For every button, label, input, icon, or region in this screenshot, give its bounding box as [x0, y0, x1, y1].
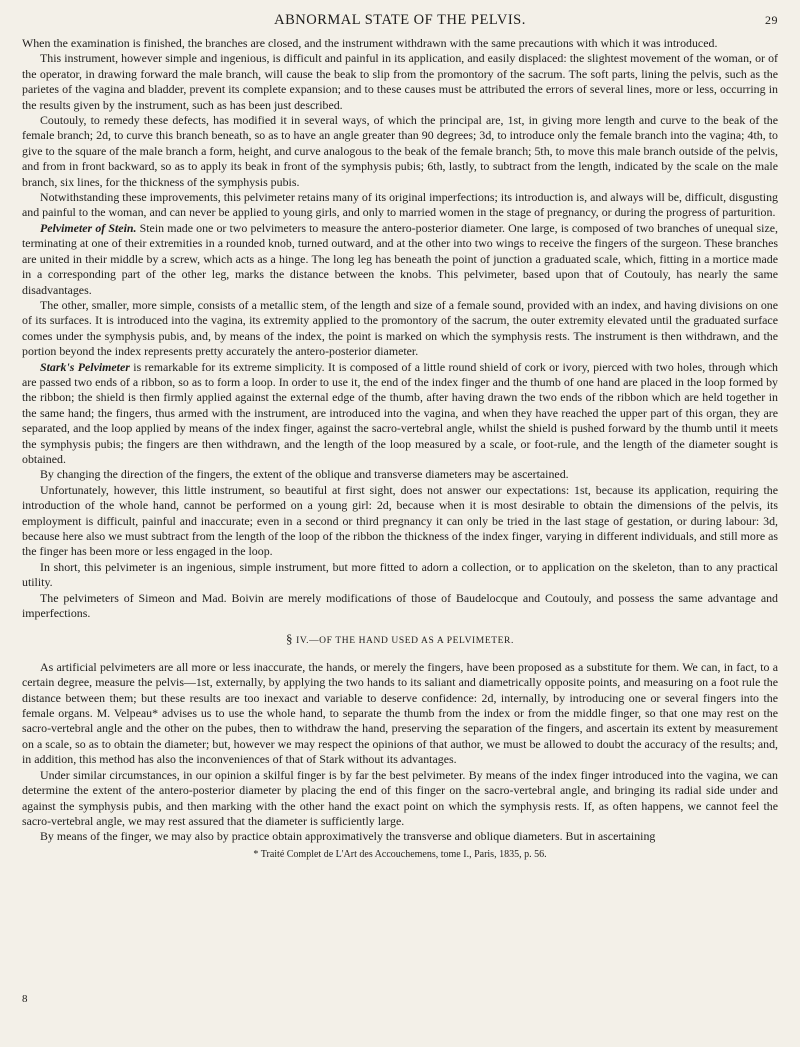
- section-heading-text: IV.—OF THE HAND USED AS A PELVIMETER.: [296, 636, 514, 647]
- paragraph: Under similar circumstances, in our opinion a skilful finger is by far the best pelvimeter. By means of the index finger introduced into the vagina, we can determine the extent of the antero-posterior diameter by placing the end of this finger on the sacro-vertebral angle, and bringing its radial side under and against the symphysis pubis, and then marking with the other hand the exact point on which the symphysis rests. If, as often happens, we cannot feel the sacro-vertebral angle, we may rest assured that the diameter is sufficiently large.: [22, 767, 778, 828]
- paragraph: Coutouly, to remedy these defects, has modified it in several ways, of which the principal are, 1st, in giving more length and curve to the beak of the female branch; 2d, to curve this branch beneath, so as to have an angle greater than 90 degrees; 3d, to introduce only the female branch into the vagina; 4th, to give to the square of the male branch a form, height, and curve analogous to the beak of the female branch; 5th, to move this male branch outside of the pelvis, and from in front backward, so as to apply its beak in front of the symphysis pubis; 6th, lastly, to subtract from the length, indicated by the scale on the male branch, six lines, for the thickness of the symphysis pubis.: [22, 113, 778, 189]
- paragraph: By changing the direction of the fingers, the extent of the oblique and transverse diameters may be ascertained.: [40, 467, 569, 482]
- paragraph: The other, smaller, more simple, consists of a metallic stem, of the length and size of a female sound, provided with an index, and having divisions on one of its surfaces. It is introduced into the vagina, its extremity applied to the promontory of the sacrum, the outer extremity elevated until the graduated surface comes under the symphysis pubis, and, by means of the index, the point is marked on which the symphysis rests. The instrument is then withdrawn, and the portion beyond the index represents pretty accurately the antero-posterior diameter.: [22, 297, 778, 359]
- running-head-title: ABNORMAL STATE OF THE PELVIS.: [274, 12, 526, 28]
- stark-paragraph: [22, 360, 778, 468]
- stark-title: Stark's Pelvimeter: [40, 359, 130, 374]
- paragraph: Notwithstanding these improvements, this pelvimeter retains many of its original imperfections; its introduction is, and always will be, difficult, disgusting and painful to the woman, and can never be applied to young girls, and only to married women in the stage of pregnancy, or during the progress of parturition.: [22, 190, 778, 220]
- paragraph: In short, this pelvimeter is an ingenious, simple instrument, but more fitted to adorn a collection, or to application on the skeleton, than to any practical utility.: [22, 559, 778, 590]
- stein-paragraph: [22, 221, 778, 298]
- section-sign: §: [286, 631, 294, 647]
- paragraph: When the examination is finished, the branches are closed, and the instrument withdrawn with the same precautions with which it was introduced.: [22, 36, 718, 50]
- paragraph: As artificial pelvimeters are all more or less inaccurate, the hands, or merely the fingers, have been proposed as a substitute for them. We can, in fact, to a certain degree, measure the pelvis—1st, externally, by applying the two hands to its saliant and diametrically opposite points, and measuring on a foot rule the distance between them; but these results are too inexact and variable to deserve confidence: 2d, internally, by introducing one or several fingers into the female organs. M. Velpeau* advises us to use the whole hand, to separate the thumb from the index or from the middle finger, so that one may rest on the sacro-vertebral angle and the other on the pubes, then to withdraw the hand, preserving the separation of the fingers, and ascertain its extent by measurement on a scale, so as to obtain the diameter; but, however we may respect the opinions of that author, we must be allowed to doubt the accuracy of the results; and, in addition, this method has also the inconveniences of that of Stark without its advantages.: [22, 659, 778, 767]
- stark-text: is remarkable for its extreme simplicity. It is composed of a little round shield of cork or ivory, pierced with two holes, through which are passed two ends of a ribbon, so as to form a loop. In order to use it, the end of the index finger and the thumb of one hand are placed in the loop formed by the ribbon; the shield is then firmly applied against the external edge of the thumb, after having drawn the two ends of the ribbon which are held together in the same hand; the fingers, thus armed with the instrument, are introduced into the vagina, and when they have reached the upper part of this organ, they are separated, and the loop applied by means of the index finger, against the sacro-vertebral angle, whilst the shield is pushed forward by the thumb until it meets the symphysis pubis; the fingers are then withdrawn, and the length of the loop measured by a scale, or foot-rule, and the length of the diameter sought is obtained.: [22, 359, 778, 466]
- paragraph: This instrument, however simple and ingenious, is difficult and painful in its application, and easily displaced: the slightest movement of the woman, or of the operator, in drawing forward the male branch, will cause the beak to slip from the promontory of the sacrum. The soft parts, lining the pelvis, such as the parietes of the vagina and bladder, prevent its complete expansion; and to these causes must be attributed the errors of several lines, more or less, occurring in the results given by the instrument, such as has been just described.: [22, 51, 778, 112]
- section-heading: [22, 631, 778, 649]
- footnote: * Traité Complet de L'Art des Accouchemens, tome I., Paris, 1835, p. 56.: [253, 848, 547, 860]
- page-number: 29: [765, 13, 778, 27]
- signature-mark: 8: [22, 993, 28, 1005]
- running-head: [22, 10, 778, 30]
- paragraph: Unfortunately, however, this little instrument, so beautiful at first sight, does not answer our expectations: 1st, because its application, requiring the introduction of the whole hand, cannot be performed on a young girl: 2d, because when it is most desirable to obtain the dimensions of the pelvis, its employment is difficult, painful and inaccurate; even in a second or third pregnancy it can only be tried in the last stage of gestation, or during labour: 3d, because here also we must subtract from the length of the loop of the ribbon the thickness of the index finger, varying in different individuals, and still more as the finger has been more or less engaged in the loop.: [22, 482, 778, 559]
- paragraph: The pelvimeters of Simeon and Mad. Boivin are merely modifications of those of Baudelocque and Coutouly, and possess the same advantage and imperfections.: [22, 590, 778, 621]
- stein-text: Stein made one or two pelvimeters to measure the antero-posterior diameter. One large, is composed of two branches of unequal size, terminating at one of their extremities in a rounded knob, turned outward, and at the other into two wings to receive the fingers of the surgeon. These branches are united in their middle by a screw, which acts as a hinge. The long leg has beneath the point of junction a graduated scale, which, fitting in a mortice made in a corresponding part of the other leg, marks the distance between the knobs. This pelvimeter, based upon that of Coutouly, has nearly the same disadvantages.: [22, 220, 778, 297]
- stein-title: Pelvimeter of Stein.: [40, 220, 137, 235]
- paragraph: By means of the finger, we may also by practice obtain approximatively the transverse and oblique diameters. But in ascertaining: [40, 829, 656, 844]
- body-text: [22, 36, 778, 861]
